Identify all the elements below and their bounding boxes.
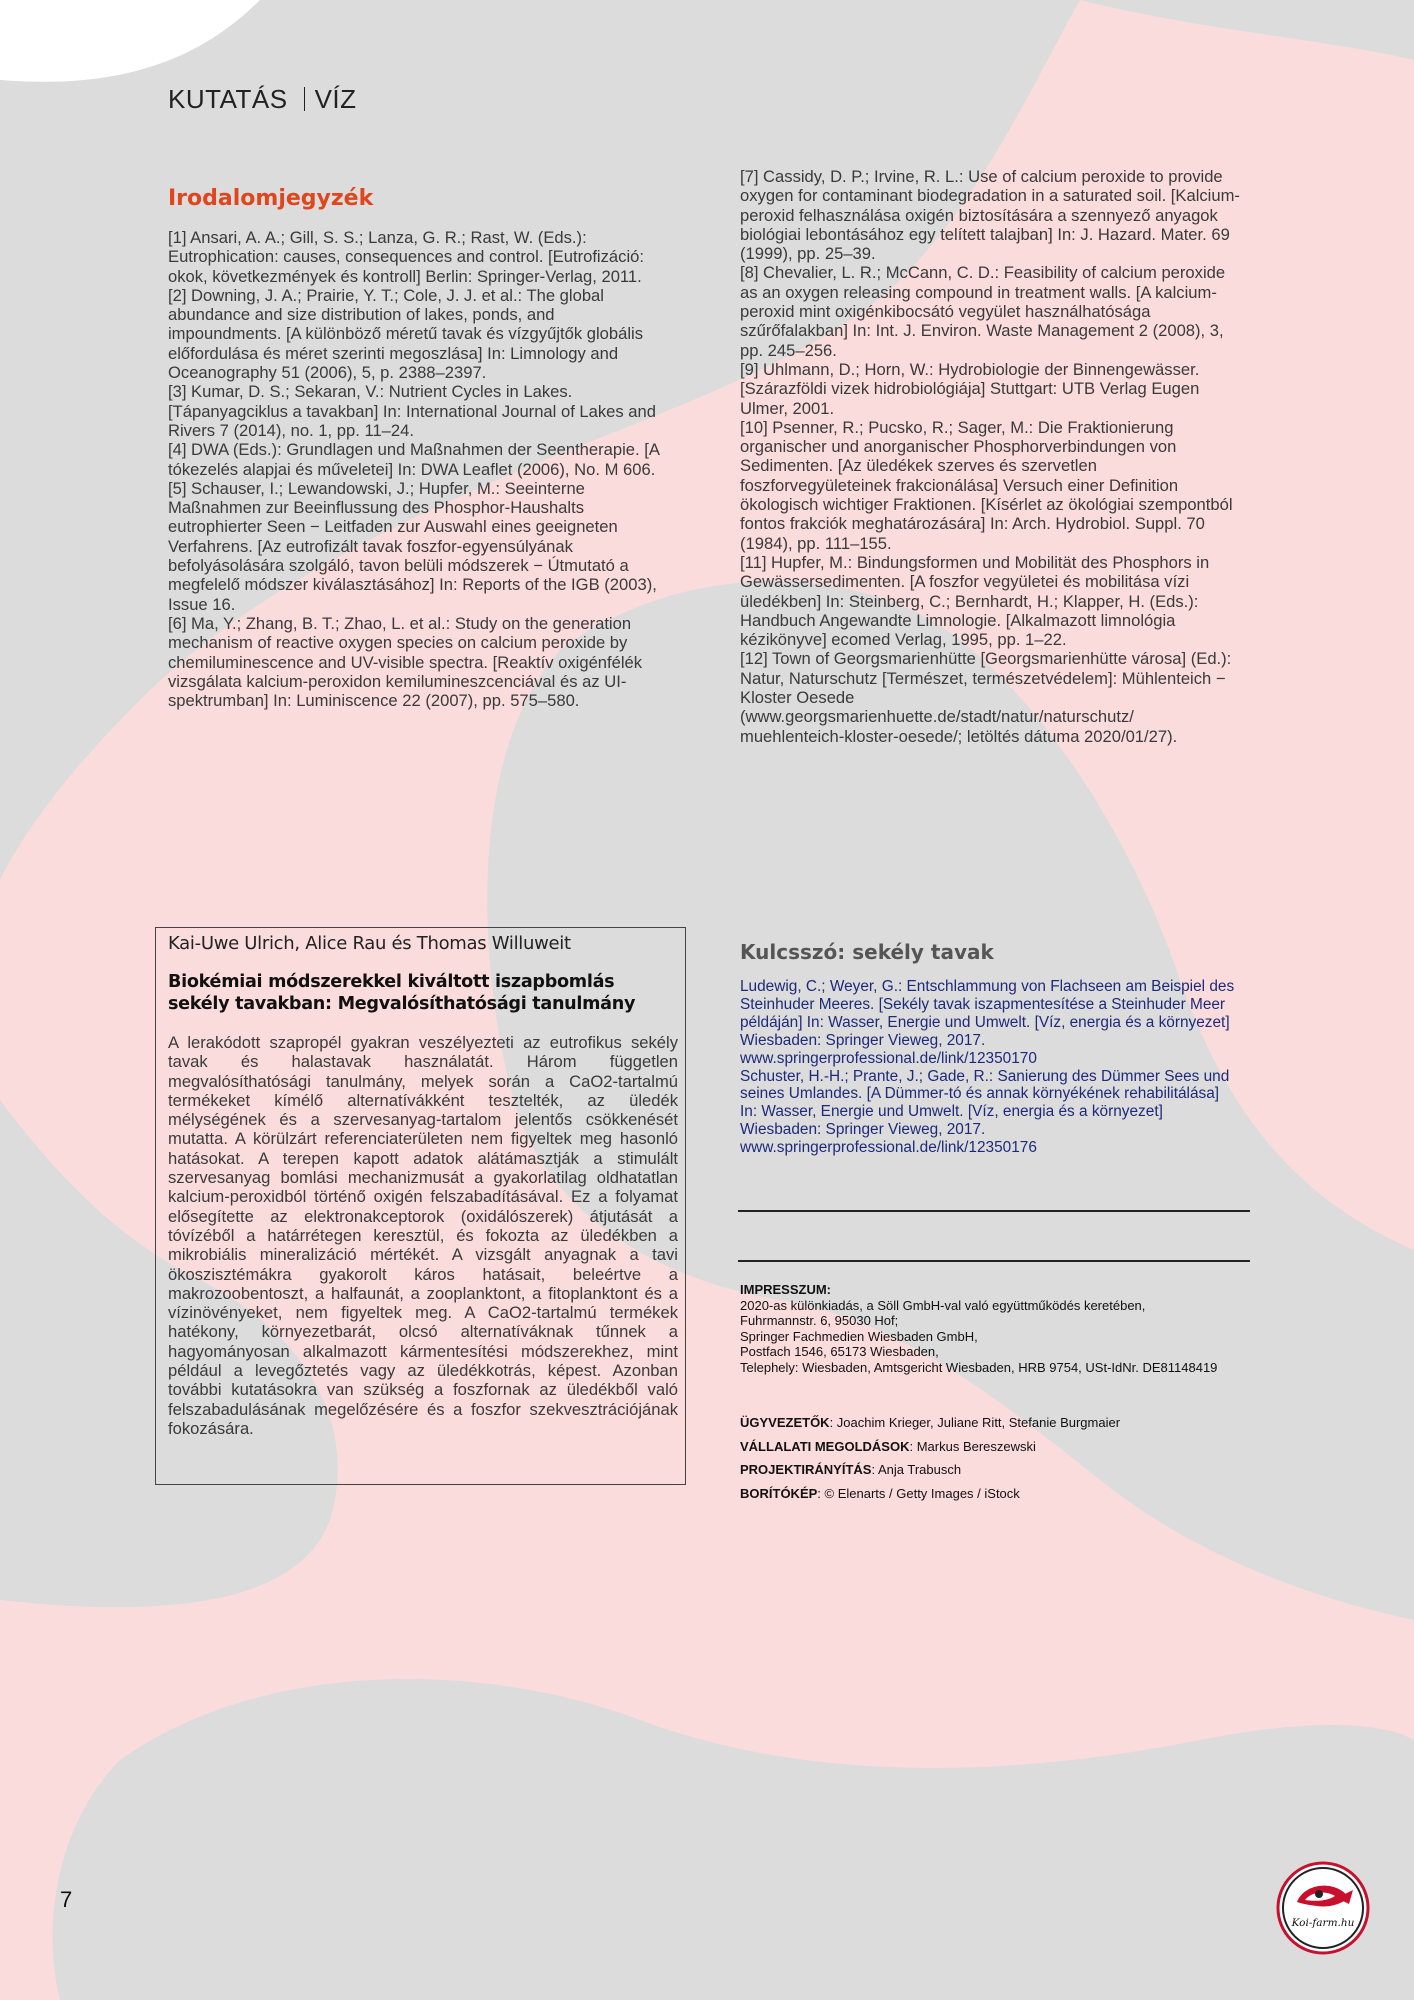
credit-project — [740, 1462, 1240, 1478]
reference-item: [2] Downing, J. A.; Prairie, Y. T.; Cole, J. J. et al.: The global abundance and size distribution of lakes, ponds, and impoundments. [A különböző méretű tavak és vízgyűjtők globális előfordulása és méret szerinti megoszlása] In: Limnology and Oceanography 51 (2006), 5, p. 2388–2397. — [168, 285, 644, 383]
credit-value: : © Elenarts / Getty Images / iStock — [817, 1485, 1020, 1501]
header-divider — [304, 87, 305, 111]
imprint-label: IMPRESSZUM: — [740, 1282, 831, 1297]
header-topic: VÍZ — [314, 84, 357, 114]
page-number: 7 — [60, 1887, 73, 1912]
reference-item: [8] Chevalier, L. R.; McCann, C. D.: Feasibility of calcium peroxide as an oxygen releasing compound in treatment walls. [A kalcium-peroxid mint oxigénkibocsátó vegyület használhatósága szűrőfalakban] In: Int. J. Environ. Waste Management 2 (2008), 3, pp. 245–256. — [740, 263, 1226, 360]
credit-value: : Joachim Krieger, Juliane Ritt, Stefanie Burgmaier — [829, 1415, 1121, 1430]
credits-block — [740, 1415, 1240, 1509]
reference-item: [12] Town of Georgsmarienhütte [Georgsmarienhütte városa] (Ed.): Natur, Naturschutz [Természet, természetvédelem]: Mühlenteich − Kloster Oesede (www.georgsmarienhuette.de/stadt/natur/naturschutz/ muehlenteich-kloster-oesede/; letöltés dátuma 2020/01/27). — [740, 649, 1232, 746]
reference-item: [5] Schauser, I.; Lewandowski, J.; Hupfer, M.: Seeinterne Maßnahmen zur Beeinflussung des Phosphor-Haushalts eutrophierter Seen − Leitfaden zur Auswahl eines geeigneten Verfahrens. [Az eutrofizált tavak foszfor-egyensúlyának befolyásolására szolgáló, tavon belüli módszerek − Útmutató a megfelelő módszer kiválasztásához] In: Reports of the IGB (2003), Issue 16. — [168, 478, 657, 614]
credit-cover — [740, 1486, 1240, 1502]
credit-label: ÜGYVEZETŐK — [740, 1415, 830, 1430]
reference-item: [9] Uhlmann, D.; Horn, W.: Hydrobiologie der Binnengewässer. [Szárazföldi vizek hidrobiológiája] Stuttgart: UTB Verlag Eugen Ulmer, 2001. — [740, 359, 1200, 418]
credit-value: : Markus Bereszewski — [909, 1438, 1036, 1454]
article-authors: Kai-Uwe Ulrich, Alice Rau és Thomas Willuweit — [168, 933, 571, 954]
keyword-reference-link[interactable]: Wiesbaden: Springer Vieweg, 2017. www.springerprofessional.de/link/12350176 — [740, 1121, 1037, 1157]
keyword-reference-link[interactable]: Wiesbaden: Springer Vieweg, 2017. www.springerprofessional.de/link/12350170 — [740, 1031, 1037, 1067]
references-right-column — [740, 167, 1240, 746]
credit-managers — [740, 1415, 1240, 1431]
reference-item: [4] DWA (Eds.): Grundlagen und Maßnahmen der Seentherapie. [A tókezelés alapjai és műveletei] In: DWA Leaflet (2006), No. M 606. — [168, 440, 660, 479]
imprint-line: Postfach 1546, 65173 Wiesbaden, — [740, 1344, 939, 1360]
credit-label: VÁLLALATI MEGOLDÁSOK — [740, 1438, 910, 1454]
reference-item: [11] Hupfer, M.: Bindungsformen und Mobilität des Phosphors in Gewässersedimenten. [A foszfor vegyületei és mobilitása vízi üledékben] In: Steinberg, C.; Bernhardt, H.; Klapper, H. (Eds.): Handbuch Angewandte Limnologie. [Alkalmazott limnológia kézikönyve] ecomed Verlag, 1995, pp. 1–22. — [740, 552, 1210, 650]
credit-value: : Anja Trabusch — [871, 1462, 962, 1478]
credit-label: BORÍTÓKÉP — [740, 1485, 818, 1501]
imprint-line: 2020-as különkiadás, a Söll GmbH-val való együttműködés keretében, — [740, 1297, 1146, 1313]
logo-text: Koi-farm.hu — [1291, 1917, 1355, 1929]
page-header — [168, 84, 357, 115]
divider-line — [738, 1210, 1250, 1212]
reference-item: [1] Ansari, A. A.; Gill, S. S.; Lanza, G. R.; Rast, W. (Eds.): Eutrophication: causes, consequences and control. [Eutrofizáció: okok, következmények és kontroll] Berlin: Springer-Verlag, 2011. — [168, 228, 644, 286]
keyword-title: Kulcsszó: sekély tavak — [740, 940, 994, 964]
keyword-references — [740, 978, 1240, 1157]
references-title: Irodalomjegyzék — [168, 186, 374, 211]
keyword-reference-item: Schuster, H.-H.; Prante, J.; Gade, R.: Sanierung des Dümmer Sees und seines Umlandes. [A Dümmer-tó és annak környékének rehabilitálása] In: Wasser, Energie und Umwelt. [Víz, energia és a környezet] — [740, 1067, 1230, 1121]
article-abstract: A lerakódott szapropél gyakran veszélyezteti az eutrofikus sekély tavak és halastavak használatát. Három független megvalósíthatósági tanulmány, melyek során a CaO2-tartalmú termékeket kímélő alternatívákként tesztelték, az üledék mélységének és a szervesanyag-tartalom jelentős csökkenését mutatta. A körülzárt referenciaterületen nem figyeltek meg hasonló hatásokat. A terepen kapott adatok alátámasztják a stimulált szervesanyag bomlási mechanizmusát a gyakorlatilag oldhatatlan kalcium-peroxidból történő oxigén felszabadításával. Ez a folyamat elősegítette az elektronakceptorok (oxidálószerek) átjutását a tóvízéből a határrétegen keresztül, és fokozta az üledékben a mikrobiális mineralizáció mértékét. A vizsgált anyagnak a tavi ökoszisztémákra gyakorolt káros hatásait, beleértve a makrozoobentoszt, a halfaunát, a zooplanktont, a fitoplanktont és a vízinövényeket, nem figyeltek meg. A CaO2-tartalmú termékek hatékony, környezetbarát, olcsó alternatíváknak tűnnek a hagyományosan alkalmazott kármentesítési módszerekhez, mint például a levegőztetés vagy az üledékkotrás, képest. Azonban további kutatásokra van szükség a foszfornak az üledékből való felszabadulásának megelőzésére és a foszfor szekvesztrációjának fokozására. — [168, 1033, 678, 1438]
divider-line — [738, 1260, 1250, 1262]
imprint-block — [740, 1282, 1240, 1376]
reference-item: [6] Ma, Y.; Zhang, B. T.; Zhao, L. et al.: Study on the generation mechanism of reactive oxygen species on calcium peroxide by chemiluminescence and UV-visible spectra. [Reaktív oxigénfélék vizsgálata kalcium-peroxidon kemilumineszcenciával és az UI-spektrumban] In: Luminiscence 22 (2007), pp. 575–580. — [168, 613, 643, 711]
reference-item: [10] Psenner, R.; Pucsko, R.; Sager, M.: Die Fraktionierung organischer und anorganischer Phosphorverbindungen von Sedimenten. [Az üledékek szerves és szervetlen foszforvegyületeinek frakcionálása] Versuch einer Definition ökologisch wichtiger Fraktionen. [Kísérlet az ökológiai szempontból fontos frakciók meghatározására] In: Arch. Hydrobiol. Suppl. 70 (1984), pp. 111–155. — [740, 417, 1233, 553]
imprint-line: Telephely: Wiesbaden, Amtsgericht Wiesbaden, HRB 9754, USt-IdNr. DE81148419 — [740, 1359, 1218, 1375]
imprint-line: Fuhrmannstr. 6, 95030 Hof; — [740, 1313, 899, 1329]
keyword-reference-item: Ludewig, C.; Weyer, G.: Entschlammung von Flachseen am Beispiel des Steinhuder Meeres. [Sekély tavak iszapmentesítése a Steinhuder Meer példáján] In: Wasser, Energie und Umwelt. [Víz, energia és a környezet] — [740, 978, 1235, 1031]
header-section: KUTATÁS — [168, 84, 288, 114]
credit-solutions — [740, 1439, 1240, 1455]
imprint-line: Springer Fachmedien Wiesbaden GmbH, — [740, 1328, 978, 1344]
credit-label: PROJEKTIRÁNYÍTÁS — [740, 1462, 872, 1478]
reference-item: [3] Kumar, D. S.; Sekaran, V.: Nutrient Cycles in Lakes. [Tápanyagciklus a tavakban] In: International Journal of Lakes and Rivers 7 (2014), no. 1, pp. 11–24. — [168, 382, 656, 440]
reference-item: [7] Cassidy, D. P.; Irvine, R. L.: Use of calcium peroxide to provide oxygen for contaminant biodegradation in a saturated soil. [Kalcium-peroxid felhasználása oxigén biztosítására a szennyező anyagok biológiai lebontásához egy telített talajban] In: J. Hazard. Mater. 69 (1999), pp. 25–39. — [740, 167, 1240, 264]
references-left-column — [168, 228, 668, 710]
koi-fish-logo-icon[interactable] — [1275, 1860, 1371, 1956]
article-title: Biokémiai módszerekkel kiváltott iszapbomlás sekély tavakban: Megvalósíthatósági tanulmány — [168, 972, 636, 1014]
